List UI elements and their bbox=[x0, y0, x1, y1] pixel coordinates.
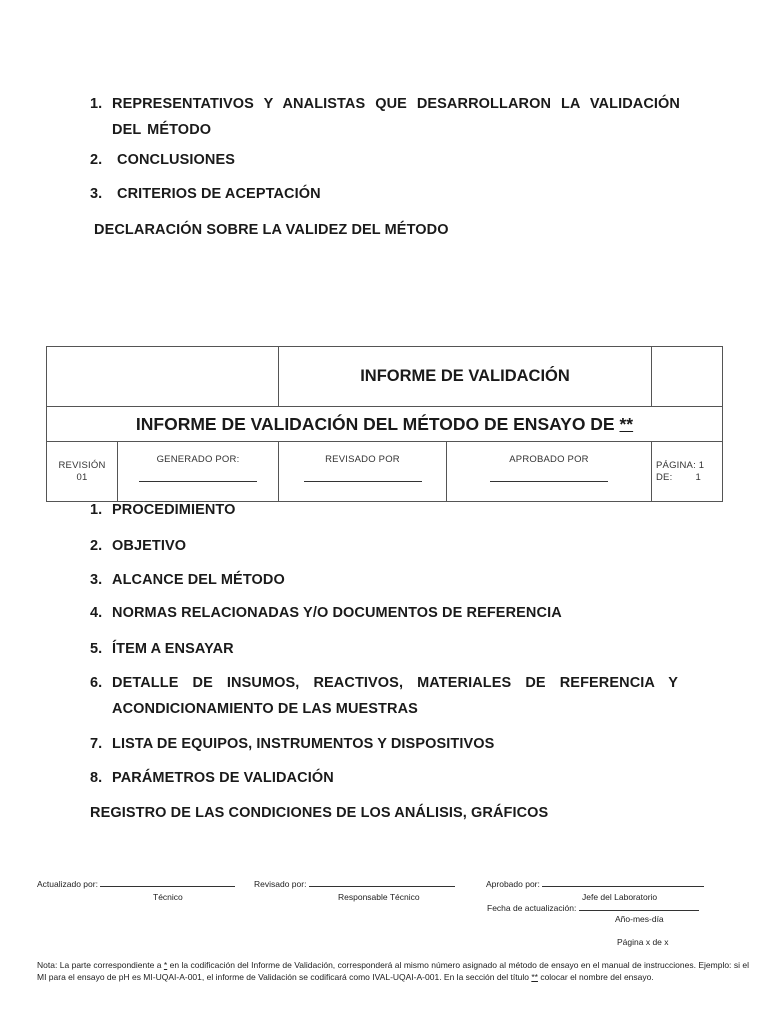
item-number: 4. bbox=[90, 605, 103, 621]
fecha-label: Fecha de actualización: bbox=[487, 903, 577, 913]
main-item-8 bbox=[90, 770, 334, 786]
document-title: INFORME DE VALIDACIÓN bbox=[279, 347, 652, 407]
de-value: 1 bbox=[695, 471, 701, 483]
item-number: 2. bbox=[90, 538, 103, 554]
note-mark-double: ** bbox=[531, 971, 538, 982]
item-label: REPRESENTATIVOS Y ANALISTAS QUE DESARROLLARON LA VALIDACIÓN DEL MÉTODO bbox=[112, 96, 680, 138]
revision-cell bbox=[47, 442, 118, 502]
main-item-5 bbox=[90, 641, 234, 657]
item-label: ÍTEM A ENSAYAR bbox=[112, 641, 234, 657]
subtitle-placeholder: ** bbox=[619, 413, 634, 434]
item-number: 1. bbox=[90, 96, 103, 112]
aprobado-label: APROBADO POR bbox=[509, 454, 589, 465]
item-label: NORMAS RELACIONADAS Y/O DOCUMENTOS DE REFERENCIA bbox=[112, 605, 562, 621]
note-text: Nota: La parte correspondiente a bbox=[37, 960, 164, 970]
item-number: 8. bbox=[90, 770, 103, 786]
logo-cell bbox=[47, 347, 279, 407]
aprobado-signature-line[interactable] bbox=[542, 886, 704, 887]
document-subtitle bbox=[47, 407, 723, 442]
subtitle-text: INFORME DE VALIDACIÓN DEL MÉTODO DE ENSAYO DE bbox=[135, 413, 615, 434]
item-label-line2: ACONDICIONAMIENTO DE LAS MUESTRAS bbox=[112, 701, 418, 717]
revisado-field bbox=[254, 879, 455, 889]
revisado-role: Responsable Técnico bbox=[338, 892, 420, 902]
item-label-line1: DETALLE DE INSUMOS, REACTIVOS, MATERIALES DE REFERENCIA Y bbox=[112, 675, 678, 691]
pagina-label: PÁGINA: 1 bbox=[656, 459, 705, 471]
de-label: DE: bbox=[656, 471, 673, 483]
note-text: colocar el nombre del ensayo. bbox=[537, 971, 654, 982]
item-label: CRITERIOS DE ACEPTACIÓN bbox=[117, 186, 321, 202]
item-number: 6. bbox=[90, 675, 103, 691]
item-number: 5. bbox=[90, 641, 103, 657]
main-item-6 bbox=[90, 675, 678, 717]
actualizado-label: Actualizado por: bbox=[37, 879, 98, 889]
main-item-7 bbox=[90, 736, 494, 752]
fecha-format: Año-mes-día bbox=[615, 914, 664, 924]
item-number: 3. bbox=[90, 186, 103, 202]
top-item-1 bbox=[90, 91, 680, 143]
item-number: 2. bbox=[90, 152, 103, 168]
page-counter: Página x de x bbox=[617, 937, 669, 947]
aprobado-signature-line[interactable] bbox=[490, 481, 608, 482]
revisado-label: REVISADO POR bbox=[325, 454, 400, 465]
revisado-cell bbox=[279, 442, 447, 502]
revision-value: 01 bbox=[76, 471, 88, 483]
item-label: PARÁMETROS DE VALIDACIÓN bbox=[112, 770, 334, 786]
aprobado-label: Aprobado por: bbox=[486, 879, 540, 889]
main-item-3 bbox=[90, 572, 285, 588]
top-item-3 bbox=[90, 186, 321, 202]
generado-signature-line[interactable] bbox=[139, 481, 257, 482]
item-number: 7. bbox=[90, 736, 103, 752]
declaration-heading: DECLARACIÓN SOBRE LA VALIDEZ DEL MÉTODO bbox=[94, 222, 449, 238]
generado-cell bbox=[118, 442, 279, 502]
registro-heading: REGISTRO DE LAS CONDICIONES DE LOS ANÁLISIS, GRÁFICOS bbox=[90, 805, 549, 821]
item-label: LISTA DE EQUIPOS, INSTRUMENTOS Y DISPOSITIVOS bbox=[112, 736, 495, 752]
actualizado-role: Técnico bbox=[153, 892, 183, 902]
revisado-signature-line[interactable] bbox=[309, 886, 455, 887]
note-text: en la codificación del Informe de Validación, corresponderá al mismo número asignado al método de ensayo en el manual de instrucciones. Ejemplo: si el MI para el ensayo de pH es MI-UQAI-A-001, el informe de Validación se codificará como IVAL-UQAI-A-001. En la sección del título bbox=[37, 960, 750, 982]
item-label: PROCEDIMIENTO bbox=[112, 502, 236, 518]
footnote bbox=[37, 960, 749, 983]
document-header-table bbox=[46, 346, 723, 502]
top-item-2 bbox=[90, 152, 235, 168]
generado-label: GENERADO POR: bbox=[156, 454, 240, 465]
aprobado-cell bbox=[447, 442, 652, 502]
fecha-field bbox=[487, 903, 699, 913]
item-label: ALCANCE DEL MÉTODO bbox=[112, 572, 285, 588]
aprobado-role: Jefe del Laboratorio bbox=[582, 892, 658, 902]
actualizado-field bbox=[37, 879, 235, 889]
item-label: OBJETIVO bbox=[112, 538, 187, 554]
revisado-label: Revisado por: bbox=[254, 879, 307, 889]
item-label: CONCLUSIONES bbox=[117, 152, 236, 168]
note-mark-single: * bbox=[163, 960, 168, 970]
pagina-cell bbox=[652, 442, 723, 502]
main-item-2 bbox=[90, 538, 186, 554]
item-number: 3. bbox=[90, 572, 103, 588]
main-item-1 bbox=[90, 502, 236, 518]
item-number: 1. bbox=[90, 502, 103, 518]
aprobado-field bbox=[486, 879, 704, 889]
fecha-input-line[interactable] bbox=[579, 910, 699, 911]
revision-label: REVISIÓN bbox=[58, 459, 106, 471]
revisado-signature-line[interactable] bbox=[304, 481, 422, 482]
code-cell bbox=[652, 347, 723, 407]
actualizado-signature-line[interactable] bbox=[100, 886, 235, 887]
main-item-4 bbox=[90, 605, 562, 621]
